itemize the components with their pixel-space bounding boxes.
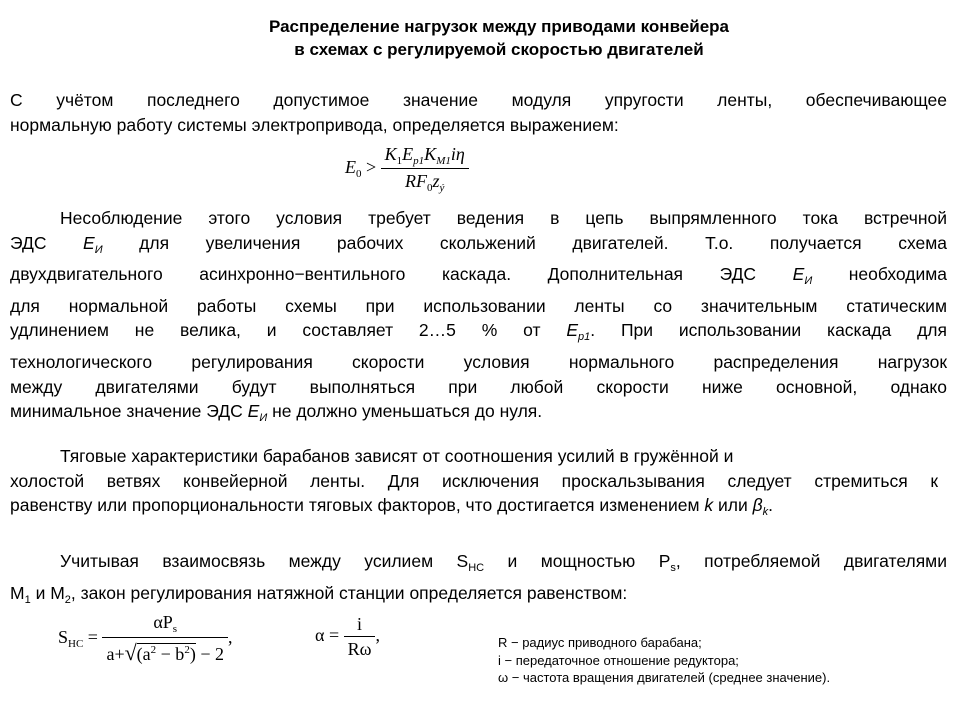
emf-line-4: для нормальной работы схемы при использовании ленты со значительным статическим	[10, 295, 947, 316]
emf-line-2	[10, 231, 947, 263]
formula2-den-tail: − 2	[195, 644, 224, 664]
tension-l1-a: Учитывая взаимосвязь между усилием S	[60, 551, 469, 571]
formula1-den-z: z	[432, 171, 440, 191]
paragraph-intro	[10, 88, 947, 137]
traction-l3-or: или	[718, 495, 748, 516]
formula1-lhs-sub: 0	[356, 168, 362, 181]
emf-l3-a: двухдвигательного асинхронно−вентильного каскада. Дополнительная ЭДС	[10, 264, 757, 285]
legend-r: R − радиус приводного барабана;	[498, 635, 702, 650]
formula3-comma: ,	[375, 625, 380, 646]
traction-l3-end: .	[768, 495, 774, 516]
title-line-1: Распределение нагрузок между приводами конвейера	[268, 17, 730, 36]
formula2-num-sub: s	[172, 623, 178, 635]
tension-l1-sub2: s	[670, 562, 676, 574]
emf-l2-symbol	[83, 232, 103, 256]
formula1-den-sub2: ý	[439, 182, 445, 194]
formula2-sup2: 2	[184, 644, 190, 656]
emf-l3-sym: E	[792, 264, 805, 285]
tension-l2-sub2: 2	[64, 593, 71, 606]
paragraph-tension	[10, 549, 947, 612]
emf-l3-sub: И	[804, 275, 813, 288]
formula2-den-a: a+	[106, 644, 125, 664]
tension-l2-c: , закон регулирования натяжной станции определяется равенством:	[70, 582, 628, 603]
emf-line-6: технологического регулирования скорости условия нормального распределения нагрузок	[10, 351, 947, 372]
formula1-num-k: K	[384, 144, 397, 164]
formula1-den-rf: RF	[405, 171, 428, 191]
paragraph-traction	[10, 444, 938, 525]
tension-l2-b: и M	[35, 582, 65, 603]
formula3-num: i	[344, 614, 376, 637]
formula1-num-e: E	[402, 144, 414, 164]
formula2-sup1: 2	[150, 644, 157, 656]
formula1-fraction	[381, 144, 469, 194]
emf-l5-sym: E	[566, 320, 579, 341]
intro-line-1: С учётом последнего допустимое значение модуля упругости ленты, обеспечивающее	[10, 90, 947, 110]
title-line-2: в схемах с регулируемой скоростью двигателей	[294, 40, 704, 59]
tension-l1-sub1: НС	[468, 562, 485, 574]
emf-l5-symbol	[566, 320, 591, 344]
formula2-lhs: S	[58, 627, 69, 648]
formula-tension	[58, 612, 232, 666]
formula2-eq: =	[87, 627, 98, 648]
formula3-eq: =	[328, 625, 340, 646]
tension-l2-sub1: 1	[24, 593, 31, 606]
legend-w: ω − частота вращения двигателей (среднее значение).	[498, 670, 831, 685]
sqrt-icon: √	[124, 640, 137, 665]
formula3-den: Rω	[347, 639, 372, 659]
emf-line-1: Несоблюдение этого условия требует ведения в цепь выпрямленного тока встречной	[60, 208, 947, 228]
formula2-fraction	[102, 612, 228, 666]
emf-l3-b: необходима	[848, 264, 947, 285]
formula1-num-tail: iη	[450, 144, 465, 164]
emf-line-3	[10, 262, 947, 294]
emf-l5-sub: p1	[578, 331, 591, 344]
formula1-num-sub2: p1	[413, 155, 425, 167]
emf-l8-a: минимальное значение ЭДС	[10, 401, 243, 422]
traction-line-1: Тяговые характеристики барабанов зависят от соотношения усилий в гружённой и	[60, 446, 734, 466]
legend-i: i − передаточное отношение редуктора;	[498, 652, 739, 668]
emf-l8-b: не должно уменьшаться до нуля.	[272, 401, 543, 422]
formula2-comma: ,	[227, 627, 233, 648]
formula2-radicand	[137, 643, 196, 664]
tension-l2-a: M	[10, 582, 25, 603]
emf-l8-symbol	[247, 401, 268, 425]
emf-l2-sym: E	[83, 232, 95, 253]
symbol-legend	[498, 634, 830, 687]
formula1-denominator	[381, 169, 469, 194]
tension-l1-b: и мощностью P	[507, 551, 671, 571]
formula1-num-sub3: M1	[436, 155, 451, 167]
tension-line-2	[10, 581, 947, 613]
emf-line-8	[10, 399, 947, 431]
formula2-numerator	[102, 612, 228, 638]
traction-l3-a: равенству или пропорциональности тяговых факторов, что достигается изменением	[10, 495, 700, 516]
emf-l8-sub: И	[259, 412, 268, 425]
formula1-num-sub1: 1	[396, 155, 403, 167]
traction-line-2: холостой ветвях конвейерной ленты. Для исключения проскальзывания следует стремиться к	[10, 470, 938, 491]
formula3-fraction	[344, 614, 376, 660]
emf-l3-symbol	[792, 264, 813, 288]
formula1-numerator	[381, 144, 469, 169]
formula1-op: >	[366, 157, 377, 178]
formula1-num-k2: K	[424, 144, 437, 164]
formula1-den-sub1: 0	[427, 182, 433, 194]
emf-line-5	[10, 318, 947, 350]
paragraph-emf	[10, 206, 947, 431]
emf-l5-a: удлинением не велика, и составляет 2…5 % от	[10, 320, 541, 341]
emf-l2-a: ЭДС	[10, 232, 47, 253]
emf-line-7: между двигателями будут выполняться при любой скорости ниже основной, однако	[10, 376, 947, 397]
formula2-num: αP	[153, 612, 173, 632]
page-title	[0, 15, 960, 61]
emf-l2-b: для увеличения рабочих скольжений двигателей. Т.о. получается схема	[139, 232, 947, 253]
intro-line-2: нормальную работу системы электропривода, определяется выражением:	[10, 114, 619, 135]
emf-l5-b: . При использовании каскада для	[590, 320, 947, 341]
traction-l3-k: k	[704, 495, 714, 516]
traction-l3-beta: β	[752, 495, 763, 516]
formula2-den-inner: (a	[136, 644, 151, 664]
emf-l2-sub: И	[94, 243, 103, 256]
traction-l3-sub: k	[762, 506, 769, 519]
formula2-lhs-sub: НС	[68, 638, 84, 651]
traction-line-3	[10, 493, 938, 525]
formula-elasticity	[345, 144, 469, 194]
tension-l1-c: , потребляемой двигателями	[675, 551, 947, 571]
formula3-lhs: α	[315, 625, 325, 646]
formula2-den-close: )	[189, 644, 196, 664]
tension-line-1	[10, 549, 947, 581]
formula1-lhs: E	[345, 157, 356, 178]
formula-alpha	[315, 614, 380, 660]
emf-l8-sym: E	[247, 401, 260, 422]
formula2-den-mid: − b	[156, 644, 185, 664]
formula2-denominator	[102, 638, 228, 666]
